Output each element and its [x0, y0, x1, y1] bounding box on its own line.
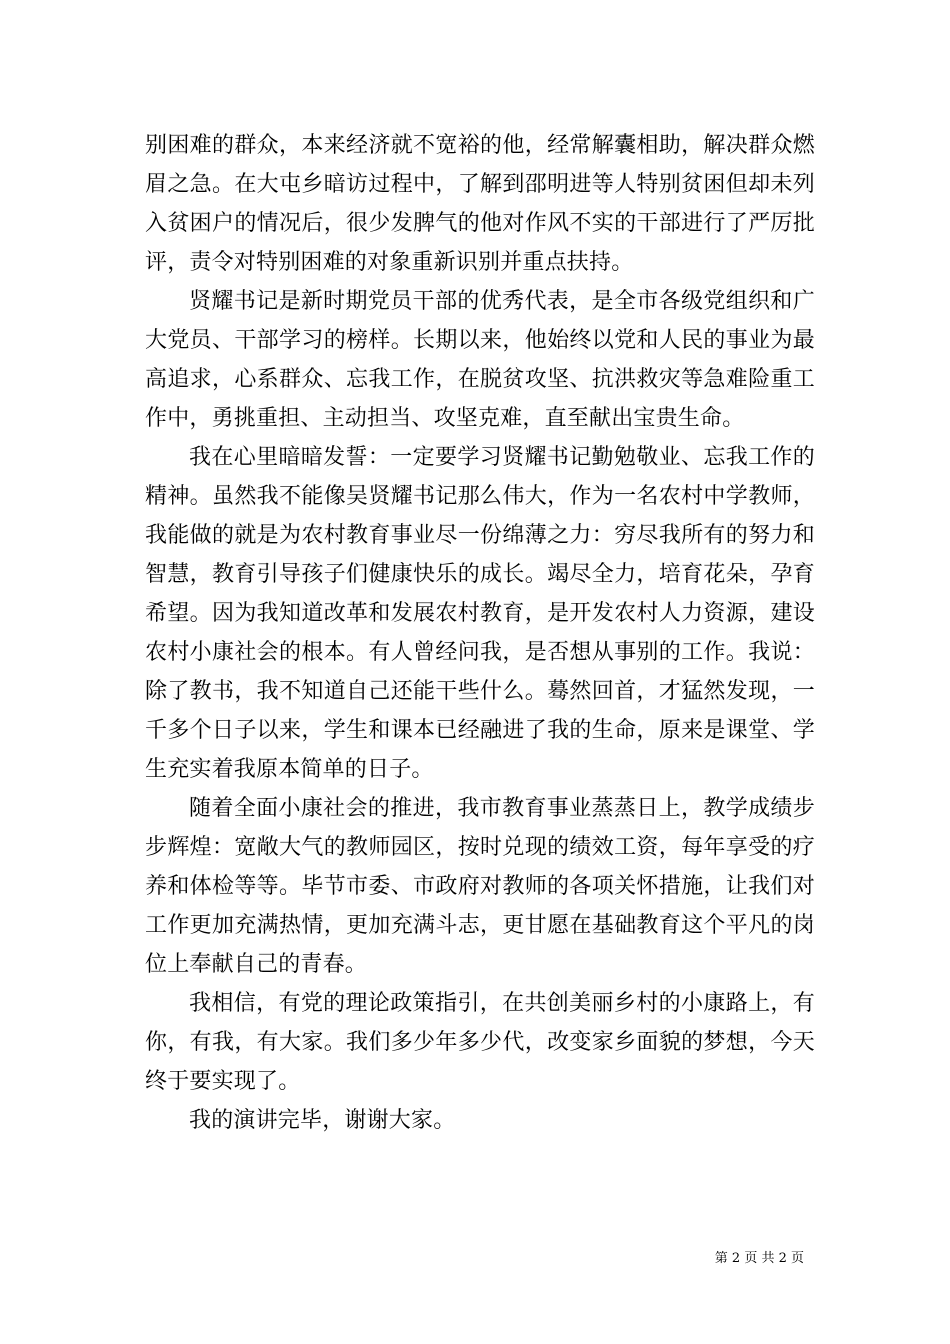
- paragraph-2: 贤耀书记是新时期党员干部的优秀代表，是全市各级党组织和广大党员、干部学习的榜样。长期以来，他始终以党和人民的事业为最高追求，心系群众、忘我工作，在脱贫攻坚、抗洪救灾等急难险重工作中，勇挑重担、主动担当、攻坚克难，直至献出宝贵生命。: [145, 289, 815, 431]
- paragraph-6: 我的演讲完毕，谢谢大家。: [189, 1108, 456, 1133]
- paragraph-1: 别困难的群众，本来经济就不宽裕的他，经常解囊相助，解决群众燃眉之急。在大屯乡暗访过程中，了解到邵明进等人特别贫困但却未列入贫困户的情况后，很少发脾气的他对作风不实的干部进行了严厉批评，责令对特别困难的对象重新识别并重点扶持。: [145, 133, 815, 275]
- paragraph-3: 我在心里暗暗发誓：一定要学习贤耀书记勤勉敬业、忘我工作的精神。虽然我不能像吴贤耀书记那么伟大，作为一名农村中学教师，我能做的就是为农村教育事业尽一份绵薄之力：穷尽我所有的努力和智慧，教育引导孩子们健康快乐的成长。竭尽全力，培育花朵，孕育希望。因为我知道改革和发展农村教育，是开发农村人力资源，建设农村小康社会的根本。有人曾经问我，是否想从事别的工作。我说：除了教书，我不知道自己还能干些什么。蓦然回首，才猛然发现，一千多个日子以来，学生和课本已经融进了我的生命，原来是课堂、学生充实着我原本简单的日子。: [145, 445, 815, 782]
- document-body: [145, 126, 815, 1140]
- paragraph-5: 我相信，有党的理论政策指引，在共创美丽乡村的小康路上，有你，有我，有大家。我们多少年多少代，改变家乡面貌的梦想，今天终于要实现了。: [145, 991, 815, 1094]
- page-number-footer: 第 2 页 共 2 页: [714, 1251, 804, 1266]
- paragraph-4: 随着全面小康社会的推进，我市教育事业蒸蒸日上，教学成绩步步辉煌：宽敞大气的教师园区，按时兑现的绩效工资，每年享受的疗养和体检等等。毕节市委、市政府对教师的各项关怀措施，让我们对工作更加充满热情，更加充满斗志，更甘愿在基础教育这个平凡的岗位上奉献自己的青春。: [145, 796, 815, 977]
